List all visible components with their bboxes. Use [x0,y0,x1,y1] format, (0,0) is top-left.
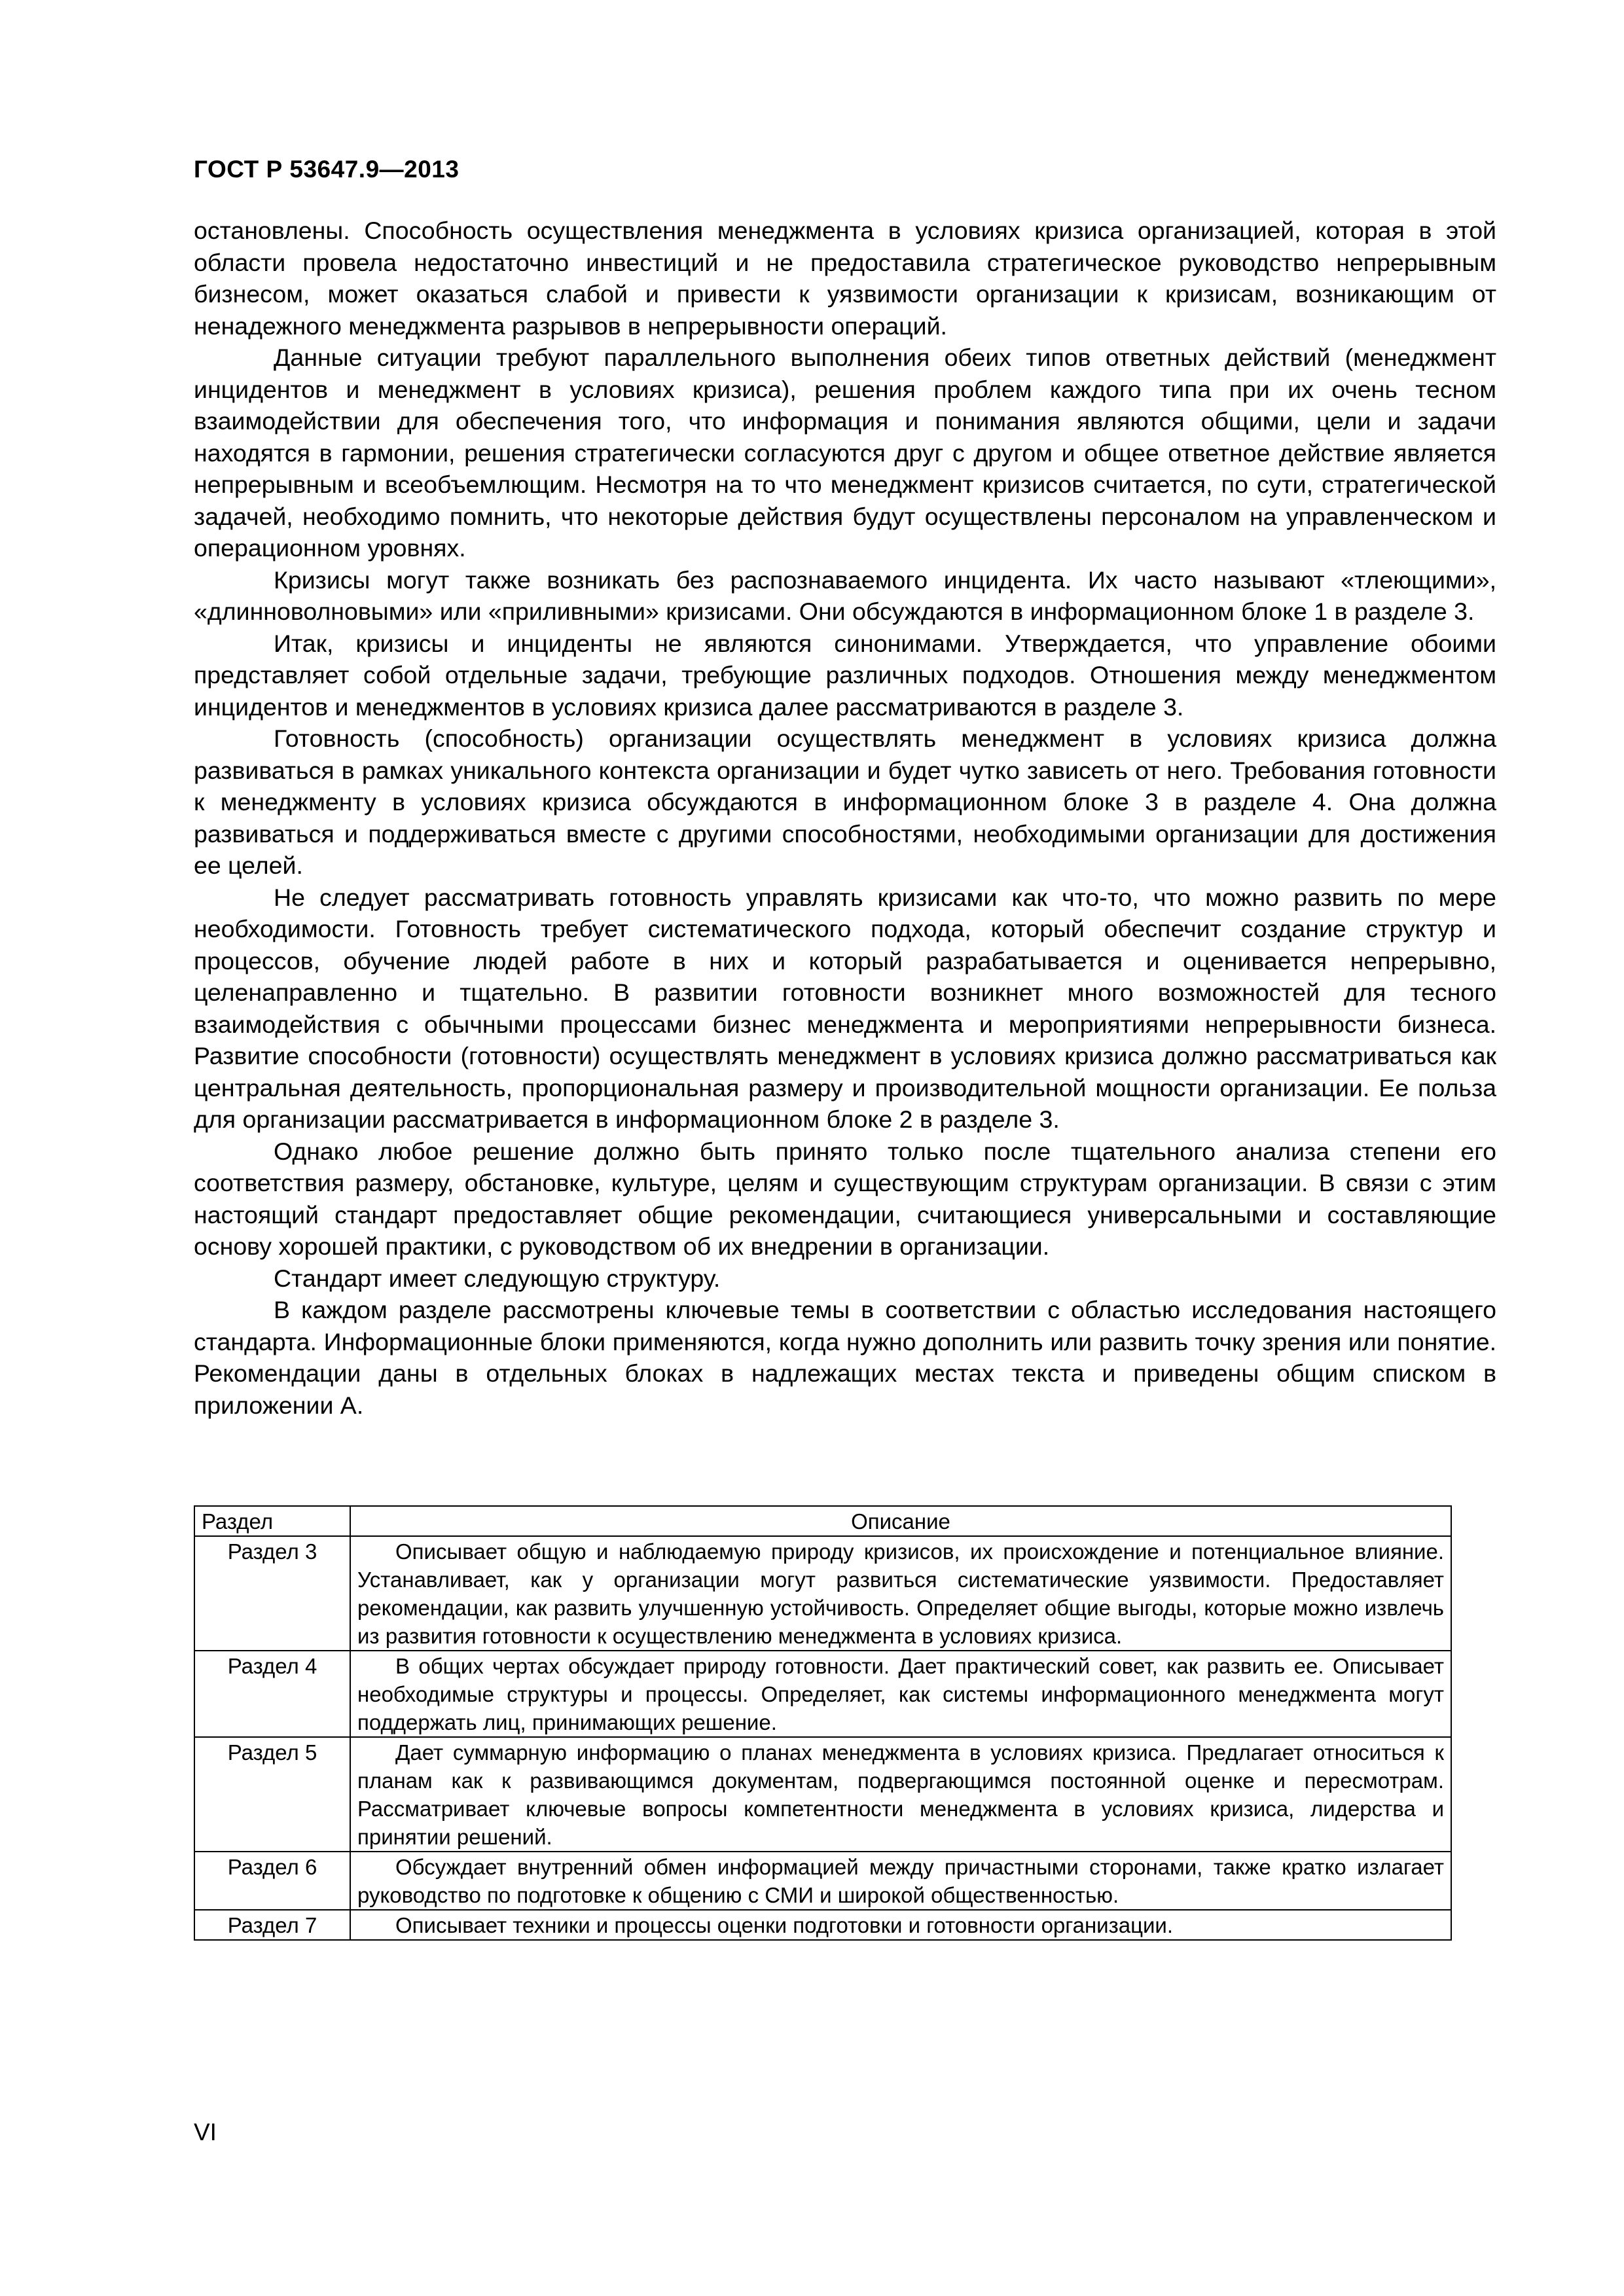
table-row [194,1536,1451,1651]
document-header: ГОСТ Р 53647.9—2013 [194,156,460,183]
paragraph: Не следует рассматривать готовность управлять кризисами как что-то, что можно развить по мере необходимости. Готовность требует систематического подхода, который обеспечит создание структур и процессов, обучение людей работе в них и который разрабатывается и оценивается непрерывно, целенаправленно и тщательно. В развитии готовности возникнет много возможностей для тесного взаимодействия с обычными процессами бизнес менеджмента и мероприятиями непрерывности бизнеса. Развитие способности (готовности) осуществлять менеджмент в условиях кризиса должно рассматриваться как центральная деятельность, пропорциональная размеру и производительной мощности организации. Ее польза для организации рассматривается в информационном блоке 2 в разделе 3. [194,883,1496,1133]
paragraph: Кризисы могут также возникать без распознаваемого инцидента. Их часто называют «тлеющими», «длинноволновыми» или «приливными» кризисами. Они обсуждаются в информационном блоке 1 в разделе 3. [194,565,1496,625]
table-header-row [194,1506,1451,1536]
paragraph: Данные ситуации требуют параллельного выполнения обеих типов ответных действий (менеджмент инцидентов и менеджмент в условиях кризиса), решения проблем каждого типа при их очень тесном взаимодействии для обеспечения того, что информация и понимания являются общими, цели и задачи находятся в гармонии, решения стратегически согласуются друг с другом и общее ответное действие является непрерывным и всеобъемлющим. Несмотря на то что менеджмент кризисов считается, по сути, стратегической задачей, необходимо помнить, что некоторые действия будут осуществлены персоналом на управленческом и операционном уровнях. [194,344,1496,562]
column-header-section: Раздел [194,1506,350,1536]
paragraph: Стандарт имеет следующую структуру. [274,1264,721,1292]
column-header-description: Описание [350,1506,1451,1536]
section-cell: Раздел 7 [194,1910,350,1940]
description-cell: Обсуждает внутренний обмен информацией между причастными сторонами, также кратко излагает руководство по подготовке к общению с СМИ и широкой общественностью. [350,1852,1451,1910]
table-row [194,1651,1451,1737]
paragraph: Итак, кризисы и инциденты не являются синонимами. Утверждается, что управление обоими представляет собой отдельные задачи, требующие различных подходов. Отношения между менеджментом инцидентов и менеджментов в условиях кризиса далее рассматриваются в разделе 3. [194,629,1496,721]
section-cell: Раздел 6 [194,1852,350,1910]
section-cell: Раздел 5 [194,1737,350,1852]
description-cell: Дает суммарную информацию о планах менеджмента в условиях кризиса. Предлагает относиться к планам как к развивающимся документам, подвергающимся постоянной оценке и пересмотрам. Рассматривает ключевые вопросы компетентности менеджмента в условиях кризиса, лидерства и принятии решений. [350,1737,1451,1852]
page-number: VI [194,2119,217,2145]
paragraph: остановлены. Способность осуществления менеджмента в условиях кризиса организацией, которая в этой области провела недостаточно инвестиций и не предоставила стратегическое руководство непрерывным бизнесом, может оказаться слабой и привести к уязвимости организации к кризисам, возникающим от ненадежного менеджмента разрывов в непрерывности операций. [194,217,1496,340]
paragraph: В каждом разделе рассмотрены ключевые темы в соответствии с областью исследования настоящего стандарта. Информационные блоки применяются, когда нужно дополнить или развить точку зрения или понятие. Рекомендации даны в отдельных блоках в надлежащих местах текста и приведены общим списком в приложении А. [194,1296,1496,1419]
paragraph: Однако любое решение должно быть принято только после тщательного анализа степени его соответствия размеру, обстановке, культуре, целям и существующим структурам организации. В связи с этим настоящий стандарт предоставляет общие рекомендации, считающиеся универсальными и составляющие основу хорошей практики, с руководством об их внедрении в организации. [194,1137,1496,1260]
paragraph: Готовность (способность) организации осуществлять менеджмент в условиях кризиса должна развиваться в рамках уникального контекста организации и будет чутко зависеть от него. Требования готовности к менеджменту в условиях кризиса обсуждаются в информационном блоке 3 в разделе 4. Она должна развиваться и поддерживаться вместе с другими способностями, необходимыми организации для достижения ее целей. [194,725,1496,879]
body-text [194,215,1496,1421]
description-cell: Описывает техники и процессы оценки подготовки и готовности организации. [350,1910,1451,1940]
table-row [194,1737,1451,1852]
description-cell: В общих чертах обсуждает природу готовности. Дает практический совет, как развить ее. Описывает необходимые структуры и процессы. Определяет, как системы информационного менеджмента могут поддержать лиц, принимающих решение. [350,1651,1451,1737]
section-cell: Раздел 4 [194,1651,350,1737]
table-row [194,1910,1451,1940]
structure-table [194,1505,1452,1941]
table-row [194,1852,1451,1910]
description-cell: Описывает общую и наблюдаемую природу кризисов, их происхождение и потенциальное влияние. Устанавливает, как у организации могут развиться систематические уязвимости. Предоставляет рекомендации, как развить улучшенную устойчивость. Определяет общие выгоды, которые можно извлечь из развития готовности к осуществлению менеджмента в условиях кризиса. [350,1536,1451,1651]
section-cell: Раздел 3 [194,1536,350,1651]
